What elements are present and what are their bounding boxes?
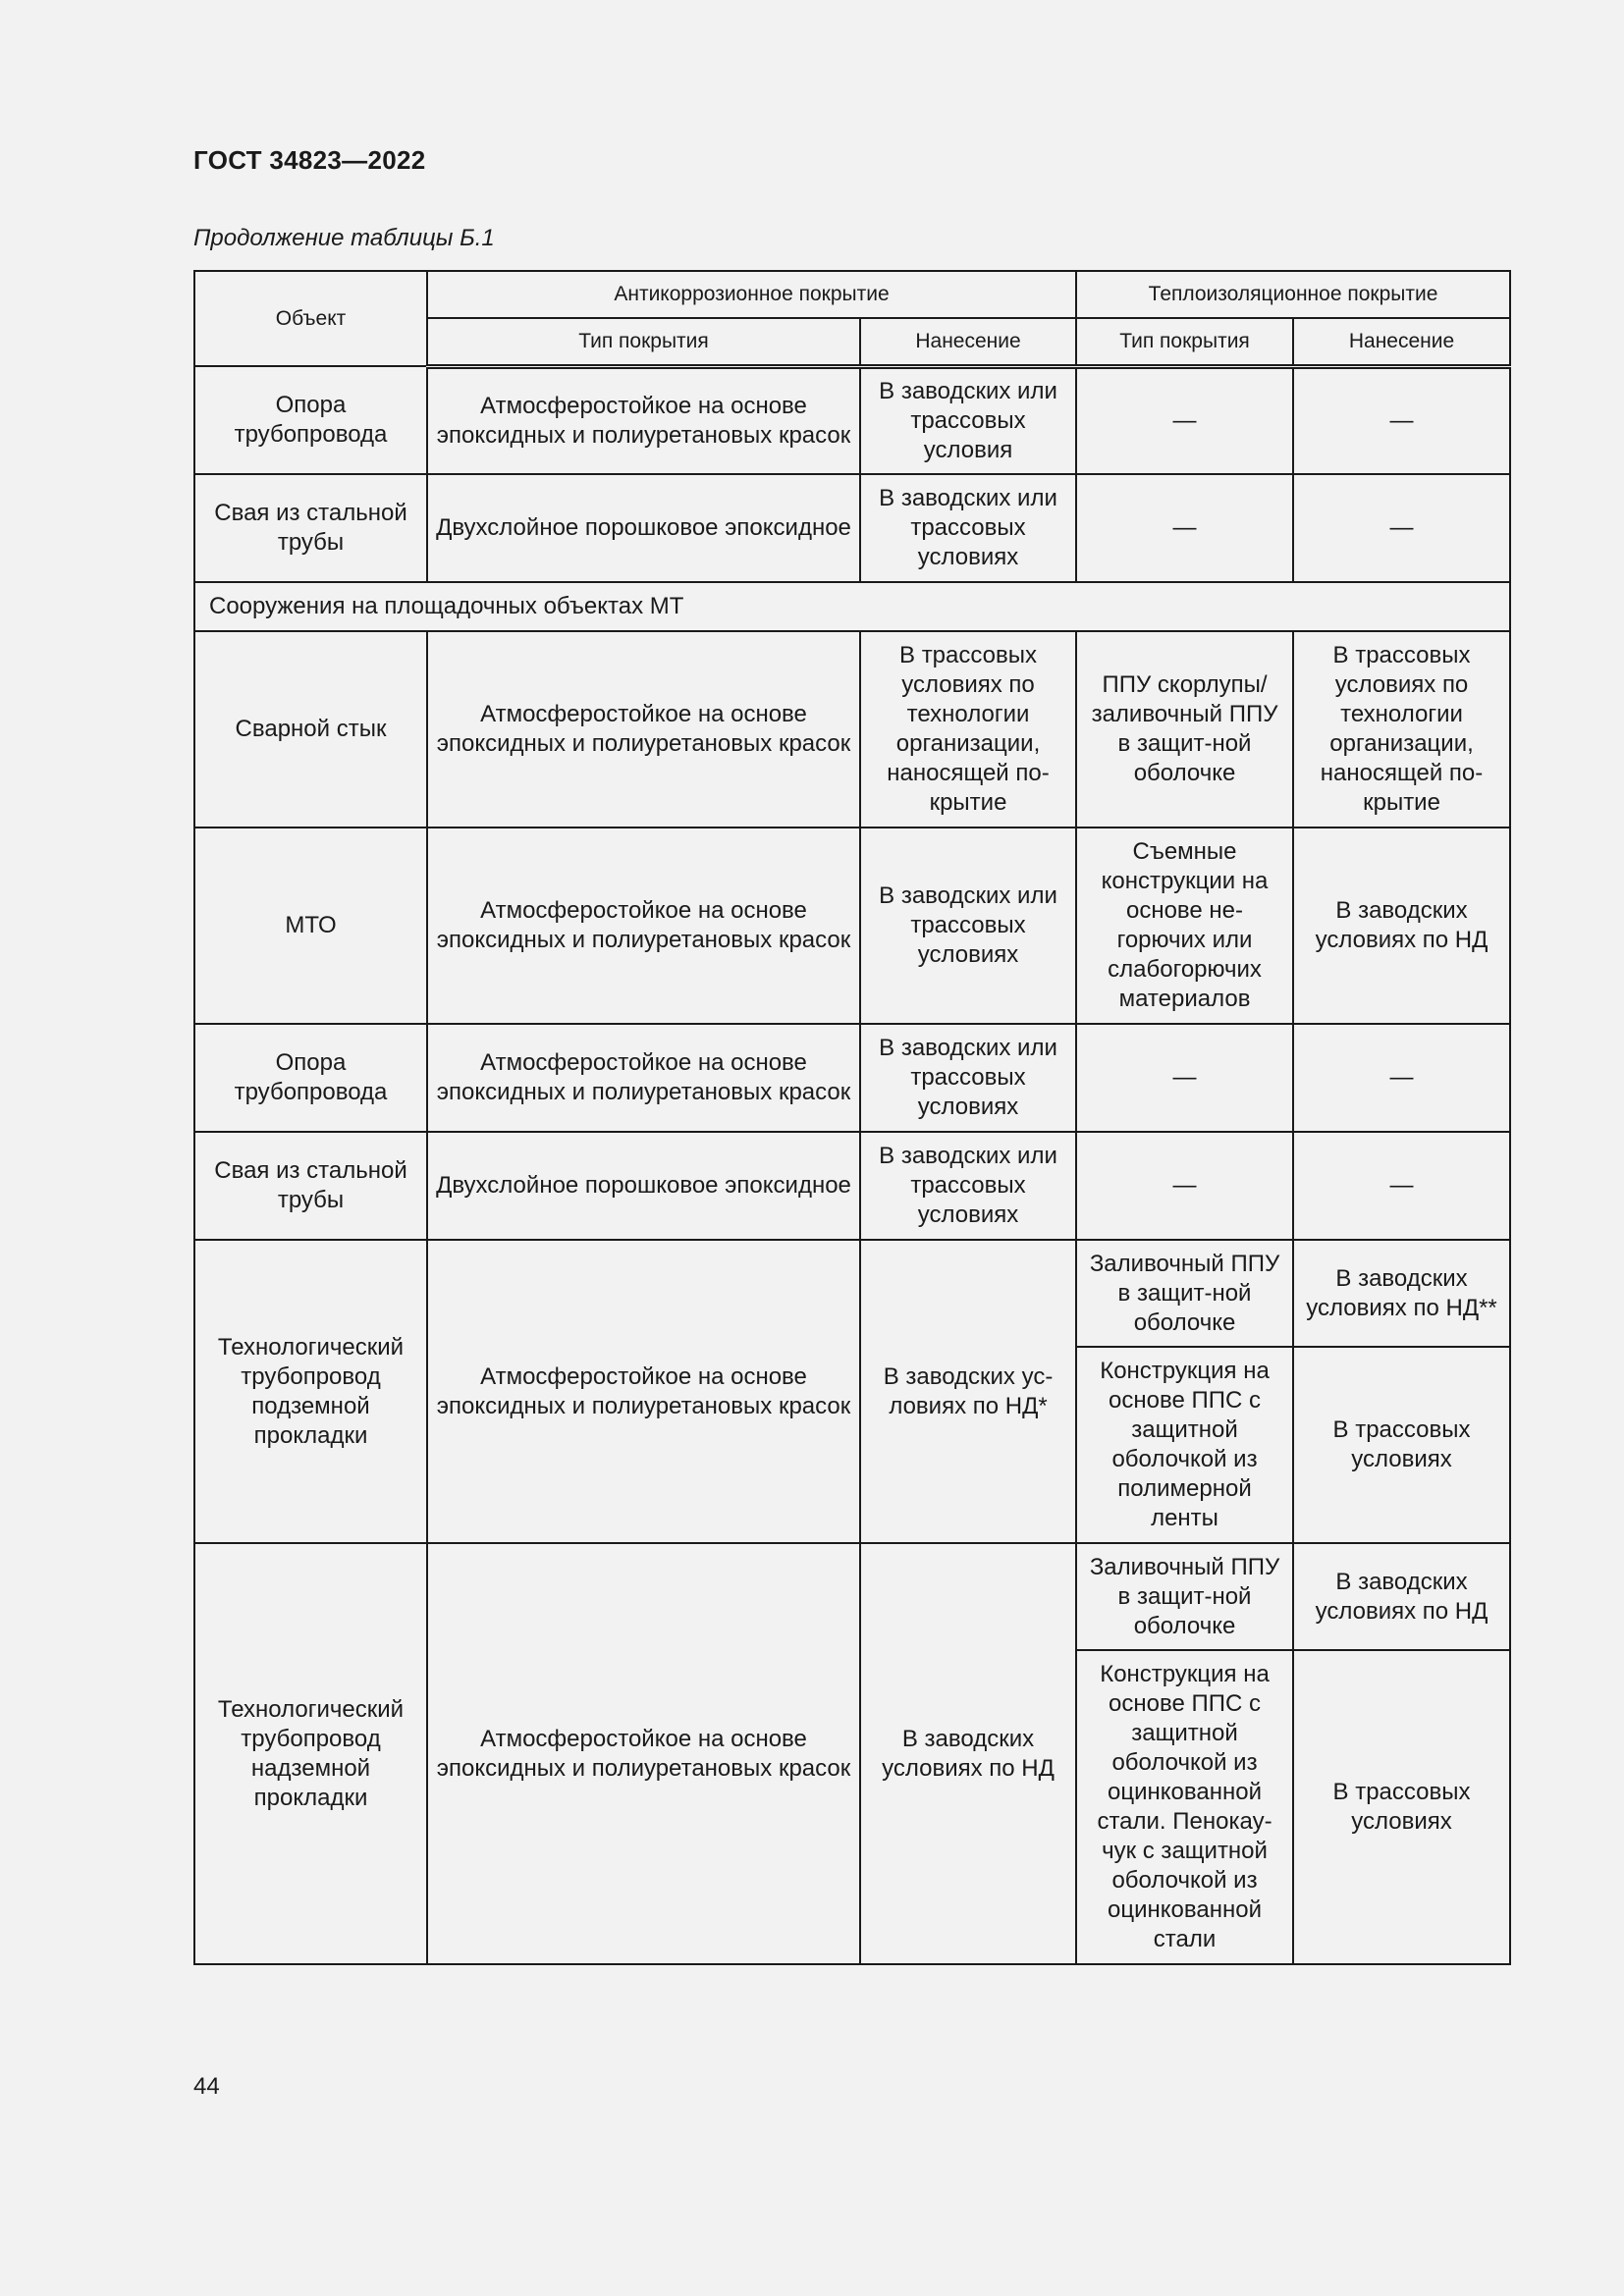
cell-anti-apply: В заводских условиях по НД: [860, 1543, 1076, 1964]
cell-object: Свая из стальной трубы: [194, 1132, 427, 1240]
cell-object: Технологический трубопровод подземной прокладки: [194, 1240, 427, 1543]
cell-anti-type: Атмосферостойкое на основе эпоксидных и полиуретановых красок: [427, 828, 860, 1024]
document-code: ГОСТ 34823—2022: [193, 145, 426, 175]
cell-thermal-apply: В трассовых условиях: [1293, 1347, 1510, 1543]
section-row: [194, 582, 1510, 631]
cell-thermal-apply: —: [1293, 474, 1510, 582]
coatings-table: [193, 270, 1511, 1965]
header-anti-type: Тип покрытия: [427, 318, 860, 366]
cell-thermal-apply: —: [1293, 1132, 1510, 1240]
cell-thermal-type: Заливочный ППУ в защит-ной оболочке: [1076, 1543, 1293, 1650]
cell-anti-type: Атмосферостойкое на основе эпоксидных и полиуретановых красок: [427, 1024, 860, 1132]
section-title: Сооружения на площадочных объектах МТ: [194, 582, 1510, 631]
cell-anti-type: Двухслойное порошковое эпоксидное: [427, 474, 860, 582]
cell-anti-apply: В заводских или трассовых условия: [860, 366, 1076, 474]
page-number: 44: [193, 2073, 220, 2100]
cell-thermal-apply: —: [1293, 366, 1510, 474]
table-header-row: [194, 271, 1510, 318]
header-anticorrosion: Антикоррозионное покрытие: [427, 271, 1076, 318]
cell-thermal-apply: В трассовых условиях: [1293, 1650, 1510, 1964]
cell-thermal-apply: —: [1293, 1024, 1510, 1132]
cell-object: Опора трубопровода: [194, 366, 427, 474]
header-thermal-type: Тип покрытия: [1076, 318, 1293, 366]
header-object: Объект: [194, 271, 427, 366]
cell-thermal-type: —: [1076, 1024, 1293, 1132]
header-thermal: Теплоизоляционное покрытие: [1076, 271, 1510, 318]
cell-anti-type: Атмосферостойкое на основе эпоксидных и полиуретановых красок: [427, 631, 860, 828]
cell-thermal-apply: В заводских условиях по НД: [1293, 828, 1510, 1024]
cell-anti-type: Атмосферостойкое на основе эпоксидных и полиуретановых красок: [427, 1543, 860, 1964]
table-row: [194, 1543, 1510, 1650]
table-row: [194, 1132, 1510, 1240]
header-anti-apply: Нанесение: [860, 318, 1076, 366]
cell-anti-type: Двухслойное порошковое эпоксидное: [427, 1132, 860, 1240]
cell-thermal-type: Заливочный ППУ в защит-ной оболочке: [1076, 1240, 1293, 1347]
cell-thermal-apply: В заводских условиях по НД**: [1293, 1240, 1510, 1347]
table-row: [194, 366, 1510, 474]
table-row: [194, 1024, 1510, 1132]
cell-object: МТО: [194, 828, 427, 1024]
cell-anti-apply: В заводских или трассовых условиях: [860, 1024, 1076, 1132]
table-row: [194, 828, 1510, 1024]
cell-object: Сварной стык: [194, 631, 427, 828]
table-row: [194, 474, 1510, 582]
cell-anti-type: Атмосферостойкое на основе эпоксидных и полиуретановых красок: [427, 1240, 860, 1543]
cell-thermal-type: —: [1076, 366, 1293, 474]
cell-thermal-type: —: [1076, 474, 1293, 582]
table-row: [194, 631, 1510, 828]
cell-thermal-type: ППУ скорлупы/ заливочный ППУ в защит-ной оболочке: [1076, 631, 1293, 828]
table-caption: Продолжение таблицы Б.1: [193, 225, 495, 251]
cell-thermal-type: Конструкция на основе ППС с защитной оболочкой из полимерной ленты: [1076, 1347, 1293, 1543]
cell-thermal-apply: В заводских условиях по НД: [1293, 1543, 1510, 1650]
cell-thermal-apply: В трассовых условиях по технологии организации, наносящей по-крытие: [1293, 631, 1510, 828]
cell-anti-apply: В трассовых условиях по технологии организации, наносящей по-крытие: [860, 631, 1076, 828]
cell-anti-apply: В заводских или трассовых условиях: [860, 474, 1076, 582]
cell-thermal-type: Конструкция на основе ППС с защитной оболочкой из оцинкованной стали. Пенокау-чук с защитной оболочкой из оцинкованной стали: [1076, 1650, 1293, 1964]
cell-thermal-type: Съемные конструкции на основе не-горючих или слабогорючих материалов: [1076, 828, 1293, 1024]
table-row: [194, 1240, 1510, 1347]
cell-thermal-type: —: [1076, 1132, 1293, 1240]
cell-anti-apply: В заводских ус-ловиях по НД*: [860, 1240, 1076, 1543]
cell-anti-apply: В заводских или трассовых условиях: [860, 828, 1076, 1024]
cell-object: Свая из стальной трубы: [194, 474, 427, 582]
cell-object: Технологический трубопровод надземной прокладки: [194, 1543, 427, 1964]
cell-object: Опора трубопровода: [194, 1024, 427, 1132]
header-thermal-apply: Нанесение: [1293, 318, 1510, 366]
cell-anti-type: Атмосферостойкое на основе эпоксидных и полиуретановых красок: [427, 366, 860, 474]
cell-anti-apply: В заводских или трассовых условиях: [860, 1132, 1076, 1240]
